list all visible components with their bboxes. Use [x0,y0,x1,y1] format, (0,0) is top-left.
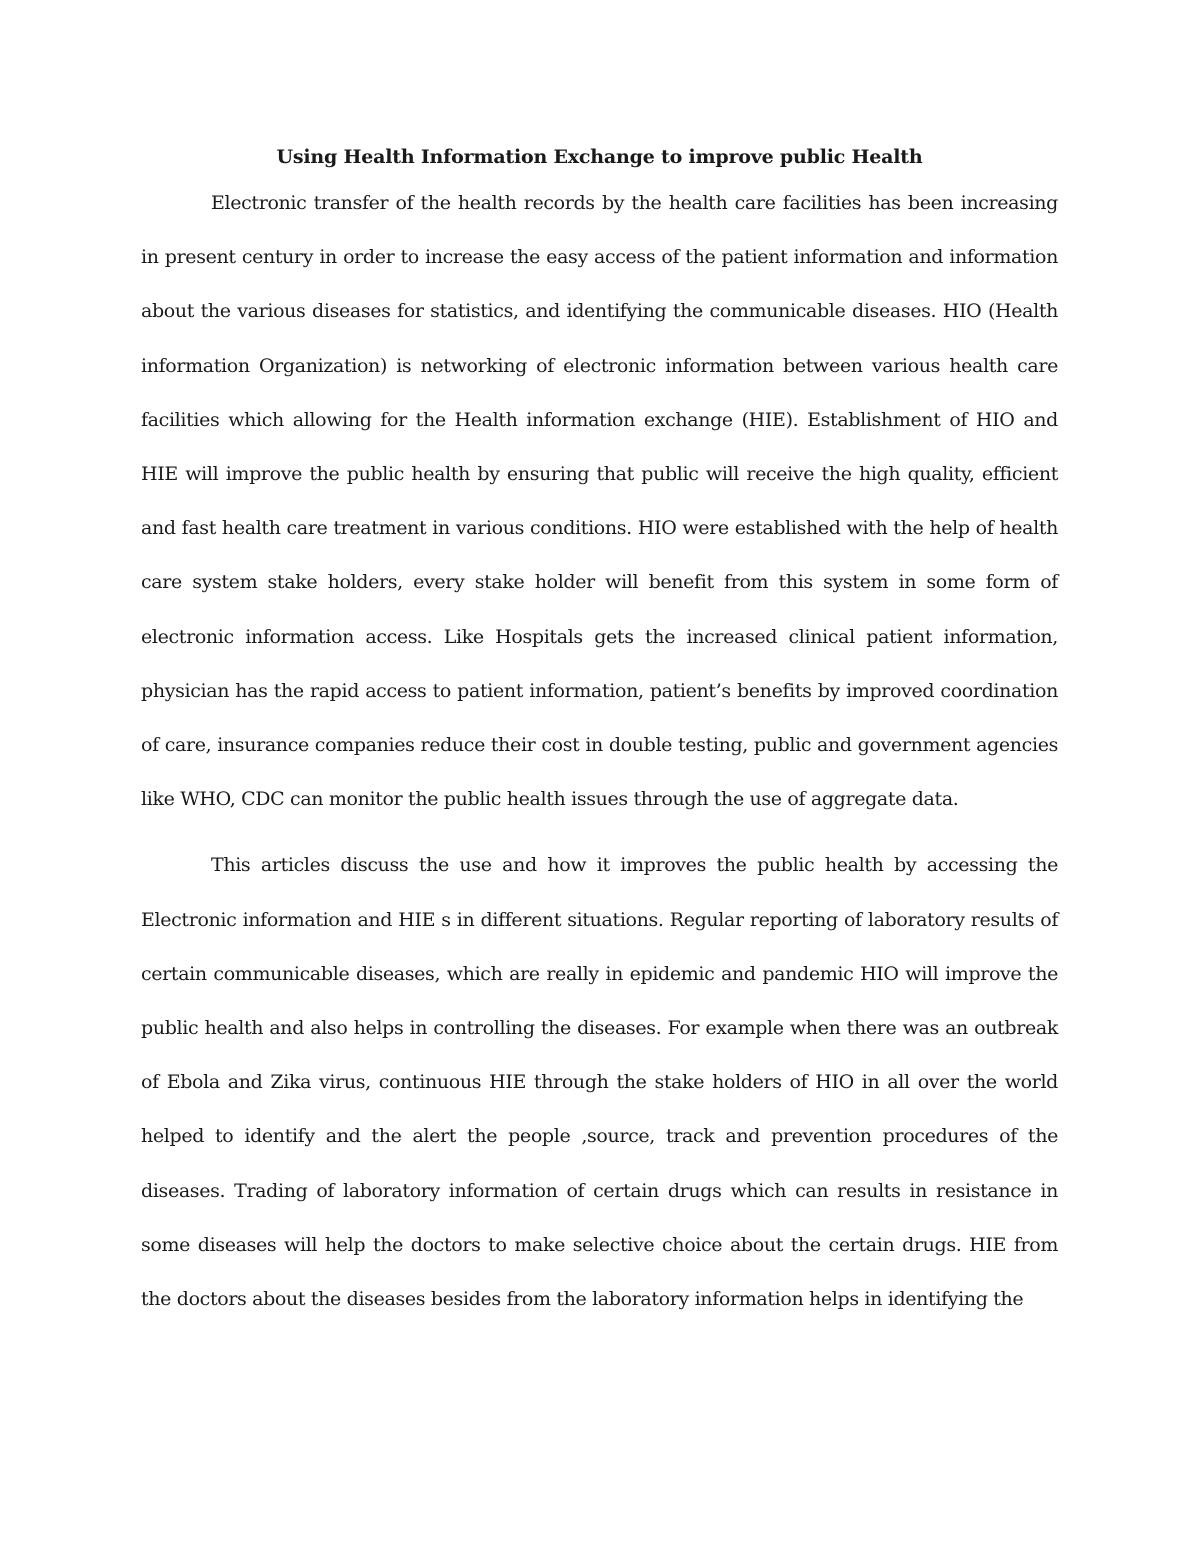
paragraph-1: Electronic transfer of the health records by the health care facilities has been increasing in present century in order to increase the easy access of the patient information and information about the various diseases for statistics, and identifying the communicable diseases. HIO (Health information Organization) is networking of electronic information between various health care facilities which allowing for the Health information exchange (HIE). Establishment of HIO and HIE will improve the public health by ensuring that public will receive the high quality, efficient and fast health care treatment in various conditions. HIO were established with the help of health care system stake holders, every stake holder will benefit from this system in some form of electronic information access. Like Hospitals gets the increased clinical patient information, physician has the rapid access to patient information, patient’s benefits by improved coordination of care, insurance companies reduce their cost in double testing, public and government agencies like WHO, CDC can monitor the public health issues through the use of aggregate data. [141,192,1058,811]
document-title: Using Health Information Exchange to improve public Health [276,146,923,168]
paragraph-2: This articles discuss the use and how it improves the public health by accessing the Electronic information and HIE s in different situations. Regular reporting of laboratory results of certain communicable diseases, which are really in epidemic and pandemic HIO will improve the public health and also helps in controlling the diseases. For example when there was an outbreak of Ebola and Zika virus, continuous HIE through the stake holders of HIO in all over the world helped to identify and the alert the people ,source, track and prevention procedures of the diseases. Trading of laboratory information of certain drugs which can results in resistance in some diseases will help the doctors to make selective choice about the certain drugs. HIE from the doctors about the diseases besides from the laboratory information helps in identifying the [141,854,1058,1311]
document-body [141,138,1058,1326]
